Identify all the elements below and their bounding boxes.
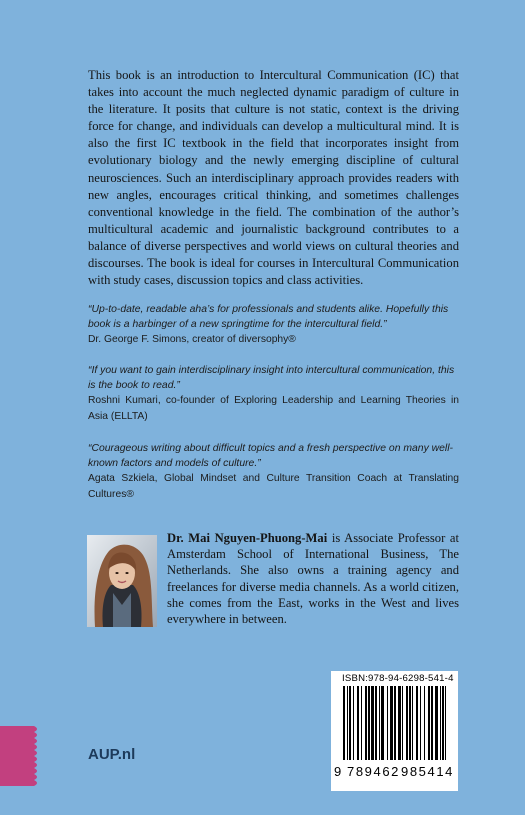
endorsement-2 [88,363,459,425]
author-photo [87,535,157,627]
endorsement-quote: “If you want to gain interdisciplinary insight into intercultural communication, this is the book to read.” [88,365,455,391]
author-name: Dr. Mai Nguyen-Phuong-Mai [167,531,328,545]
endorsement-quote: “Up-to-date, readable aha’s for professionals and students alike. Hopefully this book is a harbinger of a new springtime for the intercultural field.” [88,304,449,330]
barcode-icon [331,684,458,766]
barcode-digits-left: 789462 [347,764,400,779]
publisher-link[interactable]: AUP.nl [88,746,136,763]
book-description: This book is an introduction to Intercultural Communication (IC) that takes into account the much neglected dynamic paradigm of culture in the literature. It posits that culture is not static, context is the driving force for change, and individuals can develop a multicultural mind. It is also the first IC textbook in the field that incorporates insight from evolutionary biology and the newly emerging discipline of cultural neurosciences. Such an interdisciplinary approach provides readers with new angles, encourages critical thinking, and sometimes challenges conventional knowledge in the field. The combination of the author’s multicultural academic and journalistic background contributes to a balance of diverse perspectives and world views on cultural theories and discourses. The book is ideal for courses in Intercultural Communication with study cases, discussion topics and class activities. [88,68,459,288]
endorsement-author: Agata Szkiela, Global Mindset and Culture Transition Coach at Translating Cultures® [88,473,459,500]
publisher-tab-icon [0,726,40,786]
author-bio-text: is Associate Professor at Amsterdam School of International Business, The Netherlands. She also owns a training agency and freelances for diverse media channels. As a world citizen, she comes from the East, works in the West and lives everywhere in between. [167,531,459,627]
endorsement-author: Dr. George F. Simons, creator of diversophy® [88,334,296,345]
endorsement-1 [88,302,459,348]
barcode-digit-first: 9 [334,764,343,779]
endorsement-author: Roshni Kumari, co-founder of Exploring Leadership and Learning Theories in Asia (ELLTA) [88,395,459,422]
endorsement-quote: “Courageous writing about difficult topics and a fresh perspective on many well-known factors and models of culture.” [88,443,454,469]
author-bio [167,530,459,627]
barcode-digits-right: 985414 [401,764,454,779]
isbn-label: ISBN:978-94-6298-541-4 [342,673,454,684]
endorsement-3 [88,441,459,503]
